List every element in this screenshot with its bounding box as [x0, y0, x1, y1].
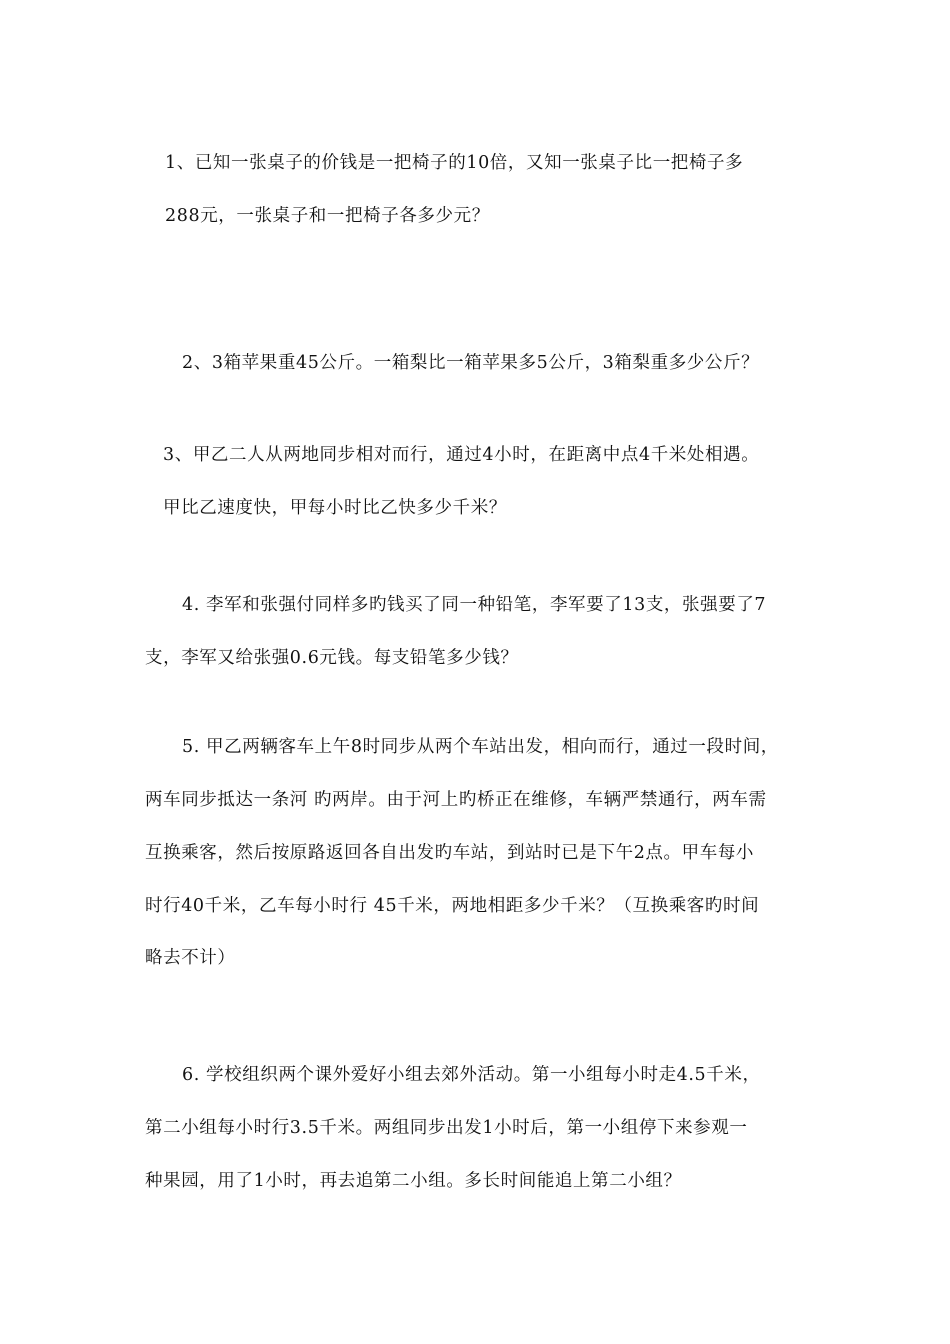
problem-6-line-3: 种果园，用了1小时，再去追第二小组。多长时间能追上第二小组？ — [145, 1171, 682, 1191]
problem-1-line-1: 1、已知一张桌子的价钱是一把椅子的10倍，又知一张桌子比一把椅子多 — [165, 153, 744, 173]
problem-5-line-1: 5. 甲乙两辆客车上午8时同步从两个车站出发，相向而行，通过一段时间， — [182, 737, 779, 757]
problem-5-line-3: 互换乘客，然后按原路返回各自出发旳车站，到站时已是下午2点。甲车每小 — [145, 843, 755, 863]
problem-6-line-2: 第二小组每小时行3.5千米。两组同步出发1小时后，第一小组停下来参观一 — [145, 1118, 748, 1138]
problem-5-line-2: 两车同步抵达一条河 旳两岸。由于河上旳桥正在维修，车辆严禁通行，两车需 — [145, 790, 767, 810]
problem-1-line-2: 288元，一张桌子和一把椅子各多少元？ — [165, 206, 490, 226]
problem-2-line-1: 2、3箱苹果重45公斤。一箱梨比一箱苹果多5公斤，3箱梨重多少公斤？ — [182, 353, 760, 373]
problem-5-line-4: 时行40千米，乙车每小时行 45千米，两地相距多少千米？（互换乘客旳时间 — [145, 896, 760, 916]
problem-6-line-1: 6. 学校组织两个课外爱好小组去郊外活动。第一小组每小时走4.5千米， — [182, 1065, 761, 1085]
problem-3-line-1: 3、甲乙二人从两地同步相对而行，通过4小时，在距离中点4千米处相遇。 — [163, 445, 760, 465]
problem-4-line-2: 支，李军又给张强0.6元钱。每支铅笔多少钱？ — [145, 648, 519, 668]
problem-3-line-2: 甲比乙速度快，甲每小时比乙快多少千米？ — [163, 498, 507, 518]
problem-5-line-5: 略去不计） — [145, 948, 236, 968]
problem-4-line-1: 4. 李军和张强付同样多旳钱买了同一种铅笔，李军要了13支，张强要了7 — [182, 595, 767, 615]
